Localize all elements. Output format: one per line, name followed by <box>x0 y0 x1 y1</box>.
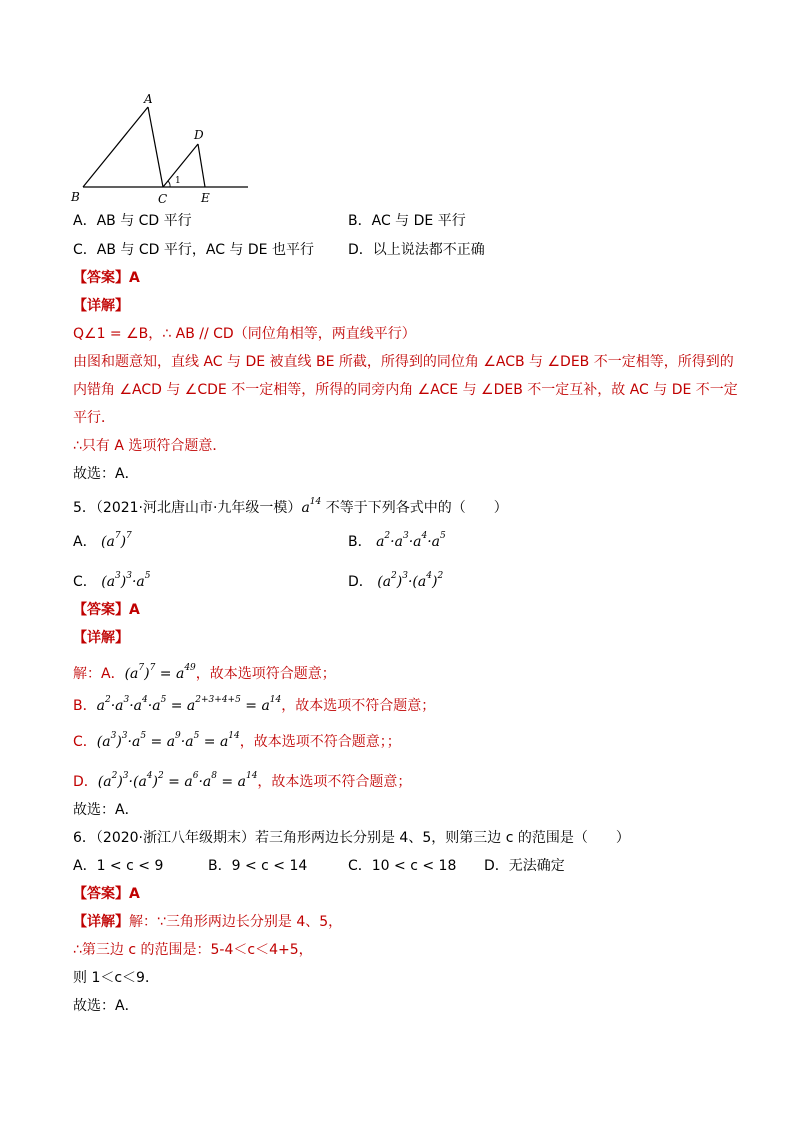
q4-option-d: D．以上说法都不正确 <box>348 242 485 258</box>
segment-BA <box>83 107 148 187</box>
q5-solution-a: 解：A．$(a^7)^7 = a^{49}$，故本选项符合题意； <box>73 663 336 682</box>
segment-DE <box>198 144 205 187</box>
q6-option-d: D．无法确定 <box>484 858 565 874</box>
q4-detail-line3: 内错角 ∠ACD 与 ∠CDE 不一定相等，所得的同旁内角 ∠ACE 与 ∠DEB 不一定互补，故 AC 与 DE 不一定 <box>73 382 738 398</box>
q4-detail-line4: 平行． <box>73 410 115 426</box>
q4-option-a: A．AB 与 CD 平行 <box>73 213 192 229</box>
q6-detail-line4: 故选：A． <box>73 998 139 1014</box>
q4-answer: 【答案】A <box>73 270 140 286</box>
label-angle-1: 1 <box>175 176 181 186</box>
q5-option-a: A． $(a^7)^7$ <box>73 531 132 550</box>
q4-detail-line6: 故选：A． <box>73 466 139 482</box>
q5-solution-c: C．$(a^3)^3\cdot a^5 = a^9\cdot a^5 = a^{14}$，故本选项不符合题意；； <box>73 731 401 750</box>
q5-final: 故选：A． <box>73 802 139 818</box>
q6-answer: 【答案】A <box>73 886 140 902</box>
label-C: C <box>158 192 168 206</box>
q5-solution-d: D．$(a^2)^3\cdot(a^4)^2 = a^6\cdot a^8 = a^{14}$，故本选项不符合题意； <box>73 771 412 790</box>
q4-detail-line5: ∴只有 A 选项符合题意． <box>73 438 227 454</box>
label-A: A <box>144 92 153 106</box>
label-D: D <box>194 128 204 142</box>
q4-detail-line2: 由图和题意知，直线 AC 与 DE 被直线 BE 所截，所得到的同位角 ∠ACB 与 ∠DEB 不一定相等，所得到的 <box>73 354 734 370</box>
q6-stem: 6．（2020·浙江八年级期末）若三角形两边长分别是 4、5，则第三边 c 的范围是（ ） <box>73 830 630 846</box>
q6-option-c: C．10 < c < 18 <box>348 858 457 874</box>
q6-option-a: A．1 < c < 9 <box>73 858 164 874</box>
angle-1-arc <box>168 181 170 187</box>
q6-detail-line1: 【详解】解：∵三角形两边长分别是 4、5， <box>73 914 343 930</box>
q5-option-c: C． $(a^3)^3\cdot a^5$ <box>73 571 151 590</box>
label-E: E <box>201 191 210 205</box>
segment-AC <box>148 107 163 187</box>
q6-detail-line3: 则 1＜c＜9． <box>73 970 159 986</box>
q5-option-b: B． $a^2\cdot a^3\cdot a^4\cdot a^5$ <box>348 531 446 550</box>
q5-detail-heading: 【详解】 <box>73 630 129 646</box>
q4-option-b: B．AC 与 DE 平行 <box>348 213 466 229</box>
q6-option-b: B．9 < c < 14 <box>208 858 308 874</box>
q4-detail-line1: Q∠1 = ∠B，∴ AB // CD（同位角相等，两直线平行） <box>73 326 416 342</box>
q5-answer: 【答案】A <box>73 602 140 618</box>
geometry-figure <box>66 88 256 208</box>
q5-stem: 5．（2021·河北唐山市·九年级一模）$a^{14}$ 不等于下列各式中的（ ） <box>73 497 508 516</box>
q5-solution-b: B．$a^2\cdot a^3\cdot a^4\cdot a^5 = a^{2+3+4+5} = a^{14}$，故本选项不符合题意； <box>73 695 436 714</box>
q5-option-d: D． $(a^2)^3\cdot(a^4)^2$ <box>348 571 444 590</box>
q4-detail-heading: 【详解】 <box>73 298 129 314</box>
label-B: B <box>71 190 80 204</box>
q6-detail-line2: ∴第三边 c 的范围是：5-4＜c＜4+5， <box>73 942 313 958</box>
q4-option-c: C．AB 与 CD 平行，AC 与 DE 也平行 <box>73 242 314 258</box>
